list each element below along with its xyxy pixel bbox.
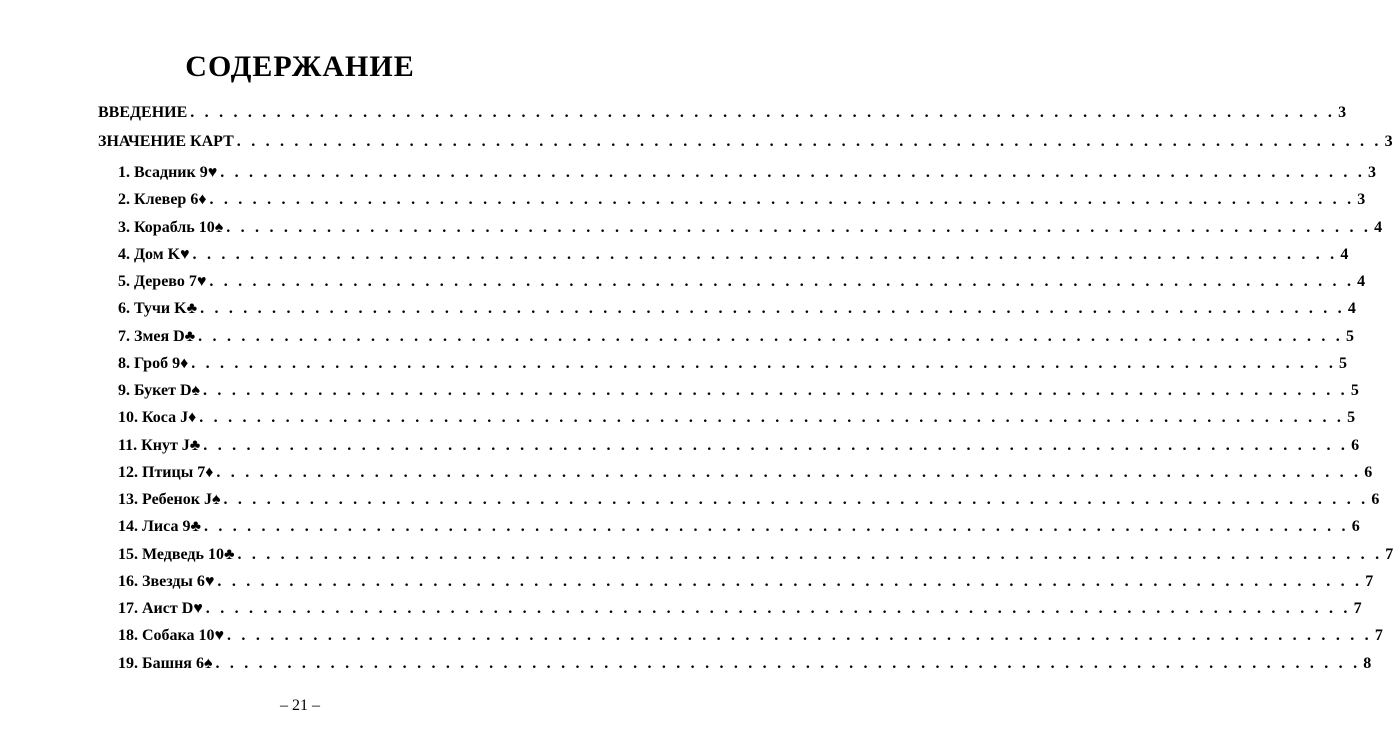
toc-entry-line (118, 463, 1373, 483)
toc-dot-leader: . . . . . . . . . . . . . . . . . . . . . . . . . . . . . . . . . . . . . . . . . . . . . . . . . . . . . . . . . . . . . . . . . . . . . . . . . . . . . . . . (226, 219, 1372, 236)
toc-dot-leader: . . . . . . . . . . . . . . . . . . . . . . . . . . . . . . . . . . . . . . . . . . . . . . . . . . . . . . . . . . . . . . . . . . . . . . . . . . . . . . . . (200, 300, 1345, 317)
toc-dot-leader: . . . . . . . . . . . . . . . . . . . . . . . . . . . . . . . . . . . . . . . . . . . . . . . . . . . . . . . . . . . . . . . . . . . . . . . . . . . . . . . . (220, 164, 1366, 181)
toc-entry-line (118, 572, 1374, 592)
toc-label: 12. Птицы 7♦ (118, 464, 214, 481)
toc-dot-leader: . . . . . . . . . . . . . . . . . . . . . . . . . . . . . . . . . . . . . . . . . . . . . . . . . . . . . . . . . . . . . . . . . . . . . . . . . . . . . . . . (215, 655, 1361, 672)
toc-section-line (98, 103, 1347, 123)
toc-entry-line (118, 272, 1366, 292)
toc-page-number: 7 (1353, 600, 1362, 617)
toc-label: 2. Клевер 6♦ (118, 191, 207, 208)
toc-entry-line (118, 190, 1366, 210)
toc-label: 4. Дом K♥ (118, 246, 190, 263)
toc-dot-leader: . . . . . . . . . . . . . . . . . . . . . . . . . . . . . . . . . . . . . . . . . . . . . . . . . . . . . . . . . . . . . . . . . . . . . . . . . . . . . . . . (236, 133, 1382, 150)
toc-dot-leader: . . . . . . . . . . . . . . . . . . . . . . . . . . . . . . . . . . . . . . . . . . . . . . . . . . . . . . . . . . . . . . . . . . . . . . . . . . . . . . . . (223, 491, 1369, 508)
toc-page-number: 5 (1339, 355, 1348, 372)
toc-page-number: 7 (1385, 546, 1393, 563)
toc-dot-leader: . . . . . . . . . . . . . . . . . . . . . . . . . . . . . . . . . . . . . . . . . . . . . . . . . . . . . . . . . . . . . . . . . . . . . . . . . . . . . . . . (190, 104, 1336, 121)
toc-entry-line (118, 626, 1383, 646)
toc-label: 6. Тучи K♣ (118, 300, 198, 317)
toc-page-number: 5 (1345, 328, 1354, 345)
toc-entry-line (118, 381, 1359, 401)
toc-dot-leader: . . . . . . . . . . . . . . . . . . . . . . . . . . . . . . . . . . . . . . . . . . . . . . . . . . . . . . . . . . . . . . . . . . . . . . . . . . . . . . . . (203, 382, 1348, 399)
toc-label: 8. Гроб 9♦ (118, 355, 189, 372)
toc-dot-leader: . . . . . . . . . . . . . . . . . . . . . . . . . . . . . . . . . . . . . . . . . . . . . . . . . . . . . . . . . . . . . . . . . . . . . . . . . . . . . . . . (203, 437, 1349, 454)
toc-dot-leader: . . . . . . . . . . . . . . . . . . . . . . . . . . . . . . . . . . . . . . . . . . . . . . . . . . . . . . . . . . . . . . . . . . . . . . . . . . . . . . . . (205, 600, 1351, 617)
toc-label: 13. Ребенок J♠ (118, 491, 221, 508)
toc-dot-leader: . . . . . . . . . . . . . . . . . . . . . . . . . . . . . . . . . . . . . . . . . . . . . . . . . . . . . . . . . . . . . . . . . . . . . . . . . . . . . . . . (209, 191, 1355, 208)
toc-entry-line (118, 218, 1383, 238)
toc-label: 9. Букет D♠ (118, 382, 201, 399)
toc-label: 11. Кнут J♣ (118, 437, 201, 454)
toc-entry-line (118, 517, 1360, 537)
toc-page-number: 3 (1357, 191, 1366, 208)
toc-page-number: 6 (1351, 518, 1360, 535)
toc-entry-line (118, 327, 1354, 347)
toc-page-number: 8 (1363, 655, 1372, 672)
toc-entry-line (118, 408, 1356, 428)
toc-label: 5. Дерево 7♥ (118, 273, 207, 290)
toc-label: ВВЕДЕНИЕ (98, 104, 188, 121)
toc-dot-leader: . . . . . . . . . . . . . . . . . . . . . . . . . . . . . . . . . . . . . . . . . . . . . . . . . . . . . . . . . . . . . . . . . . . . . . . . . . . . . . . . (191, 355, 1337, 372)
toc-page-number: 3 (1384, 133, 1393, 150)
toc-label: 1. Всадник 9♥ (118, 164, 218, 181)
toc-page-number: 4 (1357, 273, 1366, 290)
toc-dot-leader: . . . . . . . . . . . . . . . . . . . . . . . . . . . . . . . . . . . . . . . . . . . . . . . . . . . . . . . . . . . . . . . . . . . . . . . . . . . . . . . . (227, 627, 1372, 644)
toc-entry-line (118, 654, 1372, 674)
toc-page-number: 4 (1340, 246, 1349, 263)
toc-entry-line (118, 245, 1349, 265)
toc-label: 14. Лиса 9♣ (118, 518, 201, 535)
toc-page-number: 6 (1364, 464, 1373, 481)
toc-dot-leader: . . . . . . . . . . . . . . . . . . . . . . . . . . . . . . . . . . . . . . . . . . . . . . . . . . . . . . . . . . . . . . . . . . . . . . . . . . . . . . . . (209, 273, 1355, 290)
toc-page-number: 5 (1347, 409, 1356, 426)
toc-entry-line (118, 436, 1360, 456)
toc-label: 17. Аист D♥ (118, 600, 203, 617)
toc-label: 7. Змея D♣ (118, 328, 196, 345)
toc-dot-leader: . . . . . . . . . . . . . . . . . . . . . . . . . . . . . . . . . . . . . . . . . . . . . . . . . . . . . . . . . . . . . . . . . . . . . . . . . . . . . . . . (216, 464, 1362, 481)
toc-dot-leader: . . . . . . . . . . . . . . . . . . . . . . . . . . . . . . . . . . . . . . . . . . . . . . . . . . . . . . . . . . . . . . . . . . . . . . . . . . . . . . . . (237, 546, 1383, 563)
toc-label: 19. Башня 6♠ (118, 655, 213, 672)
toc-entry-line (118, 599, 1362, 619)
toc-page-number: 6 (1351, 437, 1360, 454)
page-title: СОДЕРЖАНИЕ (185, 50, 415, 83)
toc-entry-line (118, 545, 1393, 565)
toc-entry-line (118, 490, 1380, 510)
toc-page-number: 7 (1365, 573, 1374, 590)
toc-label: 15. Медведь 10♣ (118, 546, 235, 563)
toc-label: 10. Коса J♦ (118, 409, 197, 426)
toc-label: 3. Корабль 10♠ (118, 219, 224, 236)
toc-page-number: 3 (1368, 164, 1377, 181)
toc-page-number: 5 (1350, 382, 1359, 399)
toc-page-number: 3 (1338, 104, 1347, 121)
toc-label: 18. Собака 10♥ (118, 627, 225, 644)
page-number: – 21 – (280, 697, 320, 714)
toc-label: 16. Звезды 6♥ (118, 573, 215, 590)
toc-dot-leader: . . . . . . . . . . . . . . . . . . . . . . . . . . . . . . . . . . . . . . . . . . . . . . . . . . . . . . . . . . . . . . . . . . . . . . . . . . . . . . . . (198, 328, 1343, 345)
toc-entry-line (118, 163, 1377, 183)
toc-page-number: 6 (1371, 491, 1380, 508)
toc-page-number: 7 (1374, 627, 1383, 644)
toc-page-number: 4 (1374, 219, 1383, 236)
toc-dot-leader: . . . . . . . . . . . . . . . . . . . . . . . . . . . . . . . . . . . . . . . . . . . . . . . . . . . . . . . . . . . . . . . . . . . . . . . . . . . . . . . . (203, 518, 1349, 535)
toc-label: ЗНАЧЕНИЕ КАРТ (98, 133, 234, 150)
toc-section-line (98, 132, 1393, 152)
toc-dot-leader: . . . . . . . . . . . . . . . . . . . . . . . . . . . . . . . . . . . . . . . . . . . . . . . . . . . . . . . . . . . . . . . . . . . . . . . . . . . . . . . . (199, 409, 1345, 426)
toc-entry-line (118, 299, 1356, 319)
toc-entry-line (118, 354, 1348, 374)
toc-dot-leader: . . . . . . . . . . . . . . . . . . . . . . . . . . . . . . . . . . . . . . . . . . . . . . . . . . . . . . . . . . . . . . . . . . . . . . . . . . . . . . . . (217, 573, 1363, 590)
toc-page-number: 4 (1347, 300, 1356, 317)
toc-dot-leader: . . . . . . . . . . . . . . . . . . . . . . . . . . . . . . . . . . . . . . . . . . . . . . . . . . . . . . . . . . . . . . . . . . . . . . . . . . . . . . . . (192, 246, 1338, 263)
